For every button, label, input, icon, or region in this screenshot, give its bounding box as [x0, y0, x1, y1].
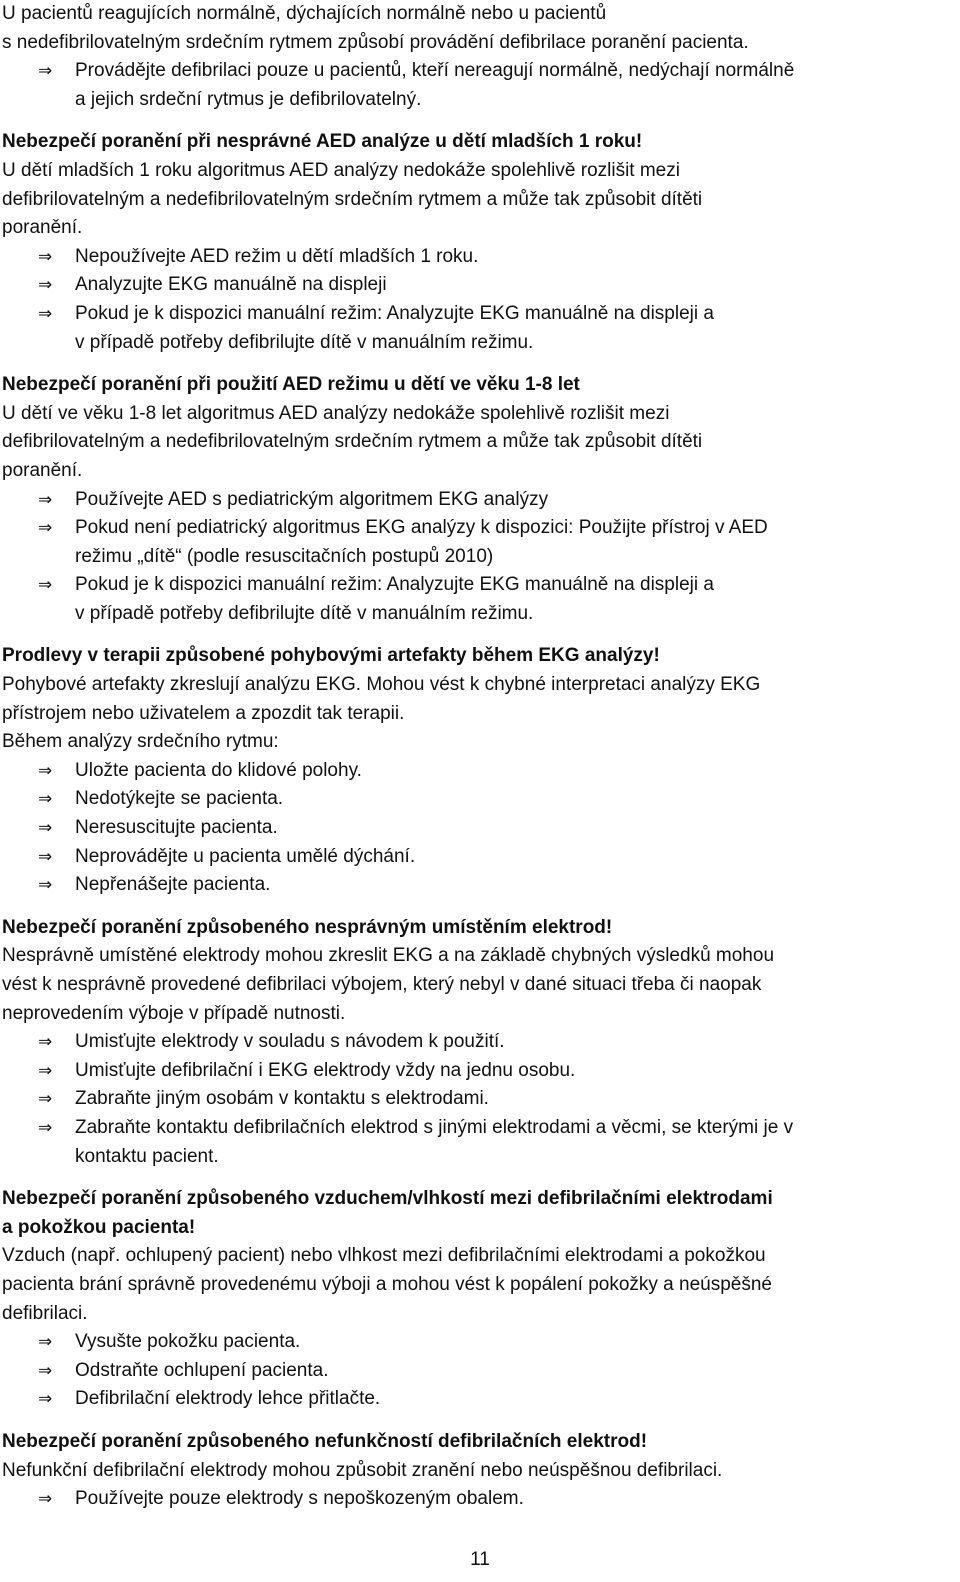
arrow-icon: ⇒: [38, 1332, 53, 1353]
section-6: [2, 1428, 950, 1514]
list-item: [2, 1385, 950, 1414]
list-item: [2, 57, 950, 114]
list-item-text: Nepřenášejte pacienta.: [75, 874, 271, 896]
body-line: U pacientů reagujících normálně, dýchajících normálně nebo u pacientů: [2, 3, 607, 24]
section-2: [2, 371, 950, 628]
list-item-text: Umisťujte defibrilační i EKG elektrody vždy na jednu osobu.: [75, 1059, 576, 1081]
list-item-text: Uložte pacienta do klidové polohy.: [75, 759, 362, 781]
body-line: pacienta brání správně provedenému výboji a mohou vést k popálení pokožky a neúspěšné: [2, 1273, 772, 1295]
section-5: [2, 1185, 950, 1414]
list-item: [2, 300, 950, 357]
document-page: [2, 0, 950, 1514]
arrow-icon: ⇒: [38, 575, 53, 596]
list-item-text: Pokud je k dispozici manuální režim: Analyzujte EKG manuálně na displeji a: [75, 574, 714, 596]
list-item-text: režimu „dítě“ (podle resuscitačních postupů 2010): [75, 545, 494, 567]
list-item: [2, 1328, 950, 1357]
body-line: Nesprávně umístěné elektrody mohou zkreslit EKG a na základě chybných výsledků mohou: [2, 945, 775, 967]
arrow-icon: ⇒: [38, 1117, 53, 1138]
list-item: [2, 1357, 950, 1386]
list-item: [2, 1028, 950, 1057]
list-item: [2, 785, 950, 814]
list-item: [2, 1085, 950, 1114]
list-item: [2, 871, 950, 900]
arrow-icon: ⇒: [38, 303, 53, 324]
arrow-icon: ⇒: [38, 1089, 53, 1110]
list-item-text: Odstraňte ochlupení pacienta.: [75, 1359, 329, 1381]
section-heading: Nebezpečí poranění při použití AED režimu u dětí ve věku 1-8 let: [2, 374, 580, 396]
arrow-icon: ⇒: [38, 875, 53, 896]
section-heading: a pokožkou pacienta!: [2, 1216, 196, 1238]
arrow-icon: ⇒: [38, 846, 53, 867]
body-line: poranění.: [2, 459, 83, 481]
section-0: [2, 0, 950, 114]
arrow-icon: ⇒: [38, 1032, 53, 1053]
arrow-icon: ⇒: [38, 61, 53, 82]
list-item-text: v případě potřeby defibrilujte dítě v manuálním režimu.: [75, 331, 534, 353]
list-item-text: Umisťujte elektrody v souladu s návodem k použití.: [75, 1031, 505, 1053]
list-item: [2, 243, 950, 272]
body-line: Během analýzy srdečního rytmu:: [2, 731, 279, 753]
list-item: [2, 1114, 950, 1171]
body-line: neprovedením výboje v případě nutnosti.: [2, 1002, 346, 1024]
body-line: defibrilovatelným a nedefibrilovatelným srdečním rytmem a může tak způsobit dítěti: [2, 431, 703, 453]
list-item-text: Nedotýkejte se pacienta.: [75, 788, 284, 810]
list-item-text: Provádějte defibrilaci pouze u pacientů, kteří nereagují normálně, nedýchají normálně: [75, 60, 795, 82]
list-item: [2, 814, 950, 843]
section-heading: Nebezpečí poranění způsobeného nesprávným umístěním elektrod!: [2, 916, 613, 938]
list-item: [2, 1485, 950, 1514]
section-3: [2, 642, 950, 899]
list-item-text: Používejte AED s pediatrickým algoritmem EKG analýzy: [75, 488, 549, 510]
list-item: [2, 486, 950, 515]
list-item: [2, 1057, 950, 1086]
arrow-icon: ⇒: [38, 1060, 53, 1081]
page-number: 11: [470, 1549, 490, 1570]
list-item: [2, 757, 950, 786]
arrow-icon: ⇒: [38, 518, 53, 539]
body-line: poranění.: [2, 217, 83, 239]
list-item-text: Zabraňte kontaktu defibrilačních elektrod s jinými elektrodami a věcmi, se kterými je v: [75, 1116, 794, 1138]
list-item-text: Defibrilační elektrody lehce přitlačte.: [75, 1388, 381, 1410]
list-item: [2, 514, 950, 571]
arrow-icon: ⇒: [38, 1489, 53, 1510]
list-item-text: a jejich srdeční rytmus je defibrilovatelný.: [75, 88, 422, 110]
section-heading: Nebezpečí poranění způsobeného nefunkčností defibrilačních elektrod!: [2, 1430, 648, 1452]
list-item-text: Vysušte pokožku pacienta.: [75, 1331, 301, 1353]
section-heading: Nebezpečí poranění při nesprávné AED analýze u dětí mladších 1 roku!: [2, 131, 643, 153]
list-item: [2, 571, 950, 628]
body-line: s nedefibrilovatelným srdečním rytmem způsobí provádění defibrilace poranění pacienta.: [2, 31, 749, 53]
list-item-text: Pokud je k dispozici manuální režim: Analyzujte EKG manuálně na displeji a: [75, 302, 714, 324]
arrow-icon: ⇒: [38, 760, 53, 781]
arrow-icon: ⇒: [38, 789, 53, 810]
body-line: Vzduch (např. ochlupený pacient) nebo vlhkost mezi defibrilačními elektrodami a pokožkou: [2, 1245, 766, 1267]
section-heading: Nebezpečí poranění způsobeného vzduchem/vlhkostí mezi defibrilačními elektrodami: [2, 1188, 773, 1210]
list-item-text: kontaktu pacient.: [75, 1145, 219, 1167]
body-line: U dětí ve věku 1-8 let algoritmus AED analýzy nedokáže spolehlivě rozlišit mezi: [2, 402, 670, 424]
list-item-text: Zabraňte jiným osobám v kontaktu s elektrodami.: [75, 1088, 489, 1110]
body-line: defibrilaci.: [2, 1302, 88, 1324]
body-line: Pohybové artefakty zkreslují analýzu EKG. Mohou vést k chybné interpretaci analýzy EKG: [2, 674, 761, 696]
section-heading: Prodlevy v terapii způsobené pohybovými artefakty během EKG analýzy!: [2, 645, 660, 667]
list-item: [2, 271, 950, 300]
body-line: Nefunkční defibrilační elektrody mohou způsobit zranění nebo neúspěšnou defibrilaci.: [2, 1459, 723, 1481]
list-item-text: Neresuscitujte pacienta.: [75, 817, 278, 839]
list-item-text: Nepoužívejte AED režim u dětí mladších 1 roku.: [75, 245, 479, 267]
arrow-icon: ⇒: [38, 246, 53, 267]
arrow-icon: ⇒: [38, 489, 53, 510]
list-item: [2, 843, 950, 872]
list-item-text: Pokud není pediatrický algoritmus EKG analýzy k dispozici: Použijte přístroj v AED: [75, 517, 768, 539]
list-item-text: Analyzujte EKG manuálně na displeji: [75, 274, 387, 296]
list-item-text: Neprovádějte u pacienta umělé dýchání.: [75, 845, 416, 867]
arrow-icon: ⇒: [38, 1389, 53, 1410]
body-line: vést k nesprávně provedené defibrilaci výbojem, který nebyl v dané situaci třeba či naopak: [2, 974, 762, 995]
list-item-text: Používejte pouze elektrody s nepoškozeným obalem.: [75, 1488, 524, 1510]
body-line: U dětí mladších 1 roku algoritmus AED analýzy nedokáže spolehlivě rozlišit mezi: [2, 159, 680, 181]
section-1: [2, 128, 950, 357]
list-item-text: v případě potřeby defibrilujte dítě v manuálním režimu.: [75, 602, 534, 624]
arrow-icon: ⇒: [38, 818, 53, 839]
arrow-icon: ⇒: [38, 1360, 53, 1381]
section-4: [2, 914, 950, 1171]
arrow-icon: ⇒: [38, 275, 53, 296]
body-line: přístrojem nebo uživatelem a zpozdit tak terapii.: [2, 702, 405, 724]
body-line: defibrilovatelným a nedefibrilovatelným srdečním rytmem a může tak způsobit dítěti: [2, 188, 703, 210]
